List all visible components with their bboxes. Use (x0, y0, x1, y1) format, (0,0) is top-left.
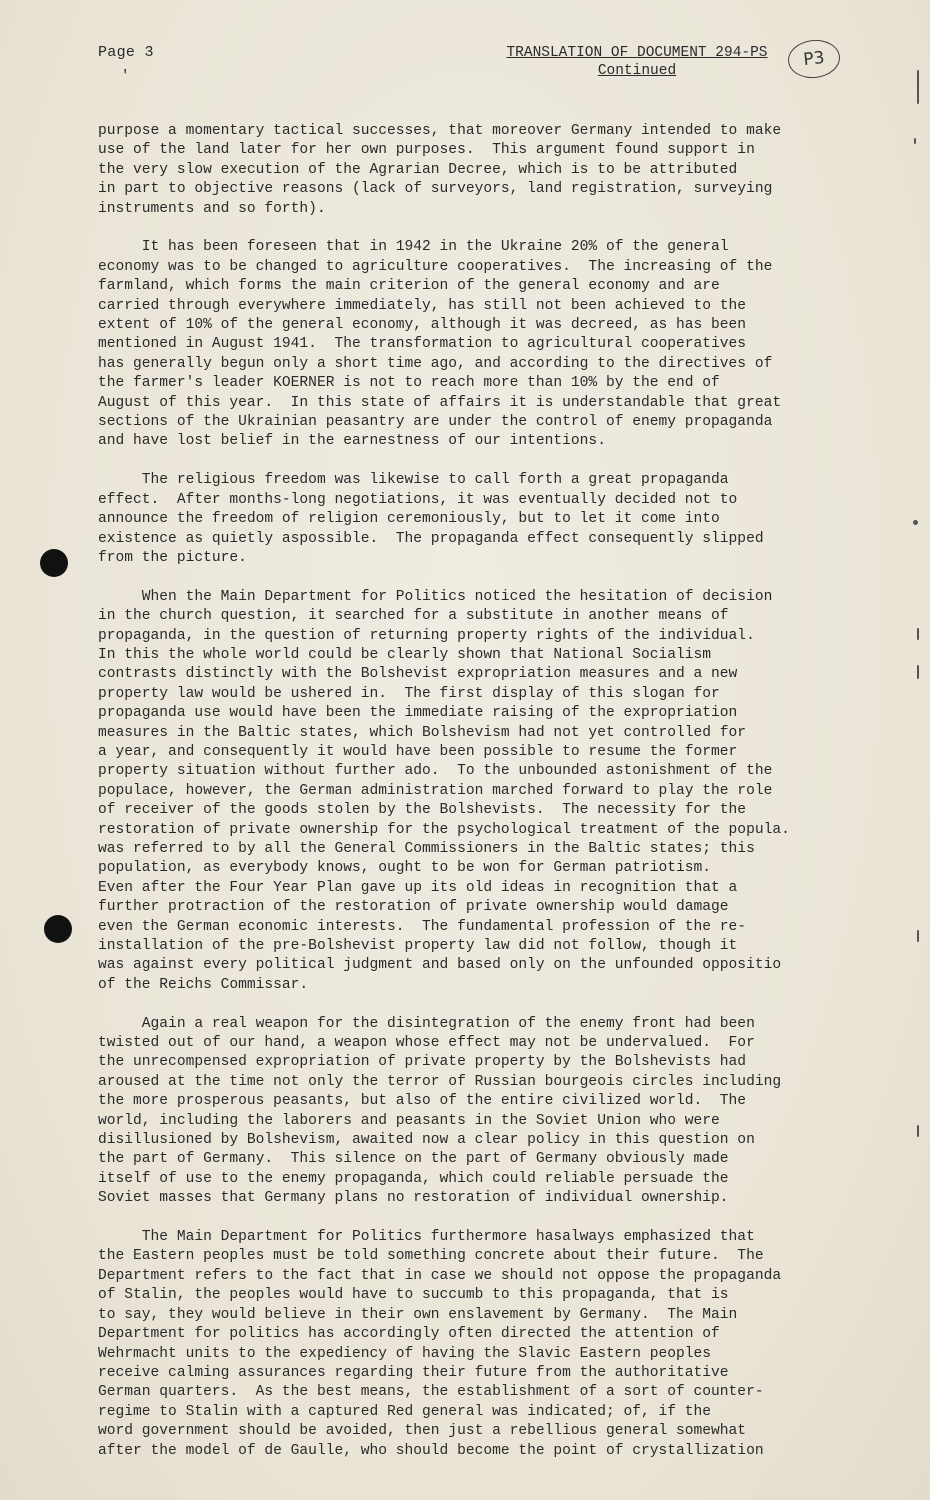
document-subtitle: Continued (597, 63, 677, 79)
margin-mark (913, 520, 918, 525)
paragraph-6: The Main Department for Politics furthermore hasalways emphasized that the Eastern peoples must be told something concrete about their future. The Department refers to the fact that in case we should not oppose the propaganda of Stalin, the peoples would have to succumb to this propaganda, that is to say, they would believe in their own enslavement by Germany. The Main Department for politics has accordingly often directed the attention of Wehrmacht units to the expediency of having the Slavic Eastern peoples receive calming assurances regarding their future from the authoritative German quarters. As the best means, the establishment of a sort of counter- regime to Stalin with a captured Red general was indicated; of, if the word government should be avoided, then just a rebellious general somewhat after the model of de Gaulle, who should become the point of crystallization (98, 1229, 782, 1459)
margin-mark (917, 665, 919, 679)
page-label: Page 3 (98, 44, 154, 61)
margin-mark (917, 930, 919, 942)
margin-mark (914, 138, 916, 144)
document-body (98, 122, 858, 1480)
paragraph-3: The religious freedom was likewise to call forth a great propaganda effect. After months-long negotiations, it was eventually decided not to announce the freedom of religion ceremoniously, but to let it come into existence as quietly aspossible. The propaganda effect consequently slipped from the picture. (98, 472, 764, 566)
paragraph-2: It has been foreseen that in 1942 in the Ukraine 20% of the general economy was to be changed to agriculture cooperatives. The increasing of the farmland, which forms the main criterion of the general economy and are carried through everywhere immediately, has still not been achieved to the extent of 10% of the general economy, although it was decreed, as has been mentioned in August 1941. The transformation to agricultural cooperatives has generally begun only a short time ago, and according to the directives of the farmer's leader KOERNER is not to reach more than 10% by the end of August of this year. In this state of affairs it is understandable that great sections of the Ukrainian peasantry are under the control of enemy propaganda and have lost belief in the earnestness of our intentions. (98, 239, 782, 450)
document-header (492, 44, 782, 80)
paragraph-5: Again a real weapon for the disintegration of the enemy front had been twisted out of our hand, a weapon whose effect may not be undervalued. For the unrecompensed expropriation of private property by the Bolshevists had aroused at the time not only the terror of Russian bourgeois circles including the more prosperous peasants, but also of the entire civilized world. The world, including the laborers and peasants in the Soviet Union who were disillusioned by Bolshevism, awaited now a clear policy in this question on the part of Germany. This silence on the part of Germany obviously made itself of use to the enemy propaganda, which could reliable persuade the Soviet masses that Germany plans no restoration of individual ownership. (98, 1015, 782, 1207)
paragraph-1: purpose a momentary tactical successes, that moreover Germany intended to make use of the land later for her own purposes. This argument found support in the very slow execution of the Agrarian Decree, which is to be attributed in part to objective reasons (lack of surveyors, land registration, surveying instruments and so forth). (98, 123, 782, 217)
punch-hole-icon (40, 549, 68, 577)
margin-mark (917, 1125, 919, 1137)
punch-hole-icon (44, 915, 72, 943)
document-title: TRANSLATION OF DOCUMENT 294-PS (506, 45, 768, 61)
margin-mark (917, 70, 919, 104)
pencil-tick-mark: ′ (121, 68, 130, 84)
handwritten-page-number: P3 (786, 37, 842, 80)
margin-mark (917, 628, 919, 640)
paragraph-4: When the Main Department for Politics noticed the hesitation of decision in the church question, it searched for a substitute in another means of propaganda, in the question of returning property rights of the individual. In this the whole world could be clearly shown that National Socialism contrasts distinctly with the Bolshevist expropriation measures and a new property law would be ushered in. The first display of this slogan for propaganda use would have been the immediate raising of the expropriation measures in the Baltic states, which Bolshevism had not yet controlled for a year, and consequently it would have been possible to resume the former property situation without further ado. To the unbounded astonishment of the populace, however, the German administration marched forward to play the role of receiver of the goods stolen by the Bolshevists. The necessity for the restoration of private ownership for the psychological treatment of the popula. was referred to by all the General Commissioners in the Baltic states; this population, as everybody knows, ought to be won for German patriotism. Even after the Four Year Plan gave up its old ideas in recognition that a further protraction of the restoration of private ownership would damage even the German economic interests. The fundamental profession of the re- installation of the pre-Bolshevist property law did not follow, though it was against every political judgment and based only on the unfounded oppositio of the Reichs Commissar. (98, 588, 790, 993)
